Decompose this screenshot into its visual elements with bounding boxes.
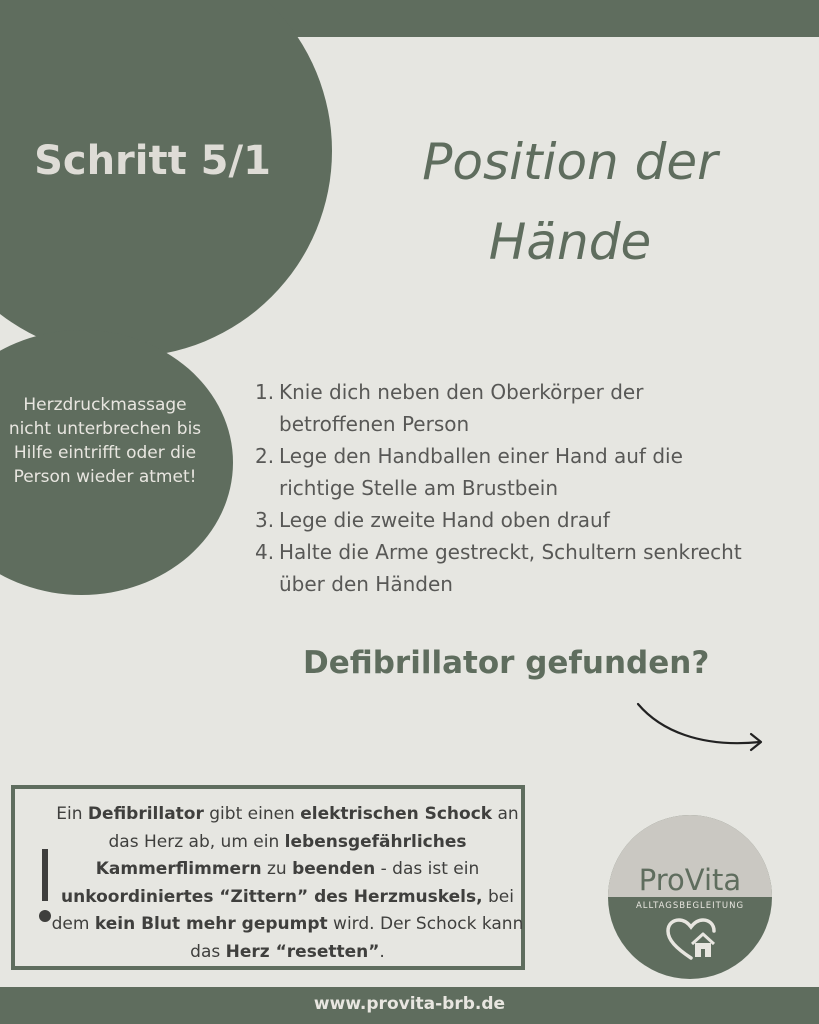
list-item-number: 3. <box>255 508 275 532</box>
info-segment: Ein <box>56 804 88 824</box>
info-box <box>11 785 525 970</box>
steps-list <box>255 376 765 600</box>
page-title: Position der Hände <box>422 133 718 271</box>
list-item-number: 4. <box>255 540 275 564</box>
info-segment: gibt einen <box>203 804 301 824</box>
info-text <box>50 801 525 966</box>
list-item-number: 2. <box>255 444 275 468</box>
list-item <box>255 376 765 440</box>
info-segment-bold: unkoordiniertes “Zittern” des Herzmuskels, <box>61 886 483 907</box>
footer-bar <box>0 987 819 1024</box>
info-segment-bold: beenden <box>292 859 376 879</box>
list-item-text: Knie dich neben den Oberkörper der betroffenen Person <box>279 380 644 436</box>
logo-name: ProVita <box>638 863 742 897</box>
list-item-number: 1. <box>255 380 275 404</box>
logo-subtitle: ALLTAGSBEGLEITUNG <box>635 901 745 911</box>
info-segment: zu <box>261 859 293 879</box>
step-title: Schritt 5/1 <box>34 138 271 184</box>
defibrillator-question: Defibrillator gefunden? <box>303 645 710 681</box>
info-segment: wird. Der Schock kann das <box>190 914 524 962</box>
info-segment: an das Herz ab, um ein <box>108 804 519 852</box>
list-item <box>255 440 765 504</box>
info-segment-bold: lebensgefährliches Kammerflimmern <box>95 831 467 879</box>
list-item-text: Lege den Handballen einer Hand auf die richtige Stelle am Brustbein <box>279 444 683 500</box>
list-item <box>255 504 765 536</box>
list-item <box>255 536 765 600</box>
heart-house-icon <box>666 918 716 962</box>
info-segment-bold: kein Blut mehr gepumpt <box>94 914 328 934</box>
info-segment: . <box>379 941 385 962</box>
info-segment: - das ist ein <box>375 859 480 879</box>
info-segment-bold: Herz “resetten” <box>225 941 380 962</box>
info-segment: bei dem <box>51 886 514 934</box>
curved-arrow-icon <box>630 700 770 760</box>
list-item-text: Halte die Arme gestreckt, Schultern senkrecht über den Händen <box>279 540 742 596</box>
info-segment-bold: elektrischen Schock <box>300 804 493 824</box>
list-item-text: Lege die zweite Hand oben drauf <box>279 508 610 532</box>
side-note: Herzdruckmassage nicht unterbrechen bis Hilfe eintrifft oder die Person wieder atmet! <box>8 395 202 487</box>
info-segment-bold: Defibrillator <box>87 804 204 824</box>
footer-url[interactable]: www.provita-brb.de <box>313 994 506 1014</box>
provita-logo <box>608 815 772 979</box>
